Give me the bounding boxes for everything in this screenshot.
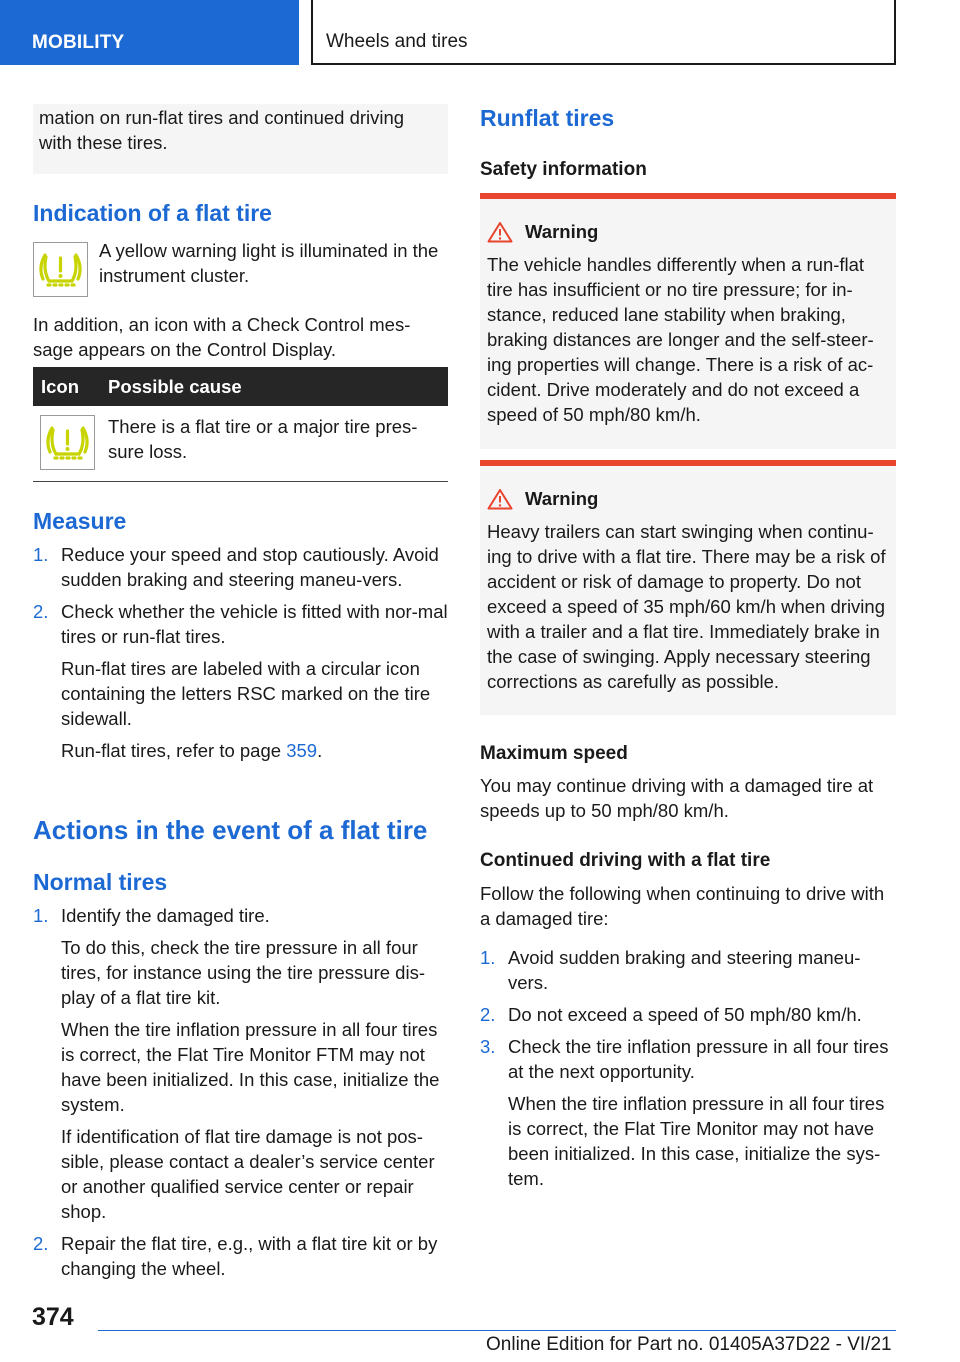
step-text: Check the tire inflation pressure in all four tires at the next opportunity. xyxy=(508,1036,889,1082)
step-number: 2. xyxy=(33,601,49,622)
warning-triangle-icon xyxy=(487,488,513,510)
page-number: 374 xyxy=(32,1303,74,1331)
normal-tire-steps xyxy=(33,903,448,1281)
safety-info-heading: Safety information xyxy=(480,159,647,180)
table-icon-box xyxy=(40,415,95,470)
table-col-icon: Icon xyxy=(41,376,80,397)
warning-box-1 xyxy=(480,193,896,449)
step-number: 1. xyxy=(33,905,49,926)
indication-heading: Indication of a flat tire xyxy=(33,200,272,226)
warning-text: Heavy trailers can start swinging when continu-ing to drive with a flat tire. There may be a risk of accident or risk of damage to property. Do not exceed a speed of 35 mph/60 km/h when driving with a trailer and a flat tire. Immediately brake in the case of swinging. Apply necessary steering corrections as carefully as possible. xyxy=(487,521,886,692)
indication-text: A yellow warning light is illuminated in the instrument cluster. xyxy=(99,240,439,286)
table-bottom-divider xyxy=(33,481,448,482)
step-text: Avoid sudden braking and steering maneu-vers. xyxy=(508,947,861,993)
list-item xyxy=(480,945,898,995)
tire-pressure-warning-icon xyxy=(34,243,87,296)
list-item xyxy=(33,542,448,592)
tire-warning-light-box xyxy=(33,242,88,297)
continued-driving-text: Follow the following when continuing to drive with a damaged tire: xyxy=(480,883,885,929)
warning-text: The vehicle handles differently when a run-flat tire has insufficient or no tire pressure; for in-stance, reduced lane stability when braking, braking distances are longer and the self-steer-ing properties will change. There is a risk of ac-cident. Drive moderately and do not exceed a speed of 50 mph/80 km/h. xyxy=(487,254,874,425)
cause-table-header xyxy=(33,367,448,406)
measure-heading: Measure xyxy=(33,508,127,534)
continued-driving-heading: Continued driving with a flat tire xyxy=(480,850,771,871)
intro-box xyxy=(33,104,448,174)
intro-text: mation on run-flat tires and continued driving with these tires. xyxy=(39,107,405,153)
table-cause-text: There is a flat tire or a major tire pres-sure loss. xyxy=(108,416,418,462)
list-item xyxy=(480,1034,898,1191)
page-reference: Run-flat tires, refer to page 359. xyxy=(61,740,323,761)
normal-tires-heading: Normal tires xyxy=(33,869,168,895)
warning-title: Warning xyxy=(487,486,888,511)
step-number: 2. xyxy=(480,1004,496,1025)
chapter-title: Wheels and tires xyxy=(311,0,896,65)
edition-info: Online Edition for Part no. 01405A37D22 - VI/21 xyxy=(486,1334,892,1355)
step-detail: To do this, check the tire pressure in all four tires, for instance using the tire pressure dis-play of a flat tire kit. xyxy=(61,937,425,1008)
step-detail: Run-flat tires are labeled with a circular icon containing the letters RSC marked on the tire sidewall. xyxy=(61,658,431,729)
section-tab[interactable]: MOBILITY xyxy=(0,0,299,65)
step-text: Identify the damaged tire. xyxy=(61,905,270,926)
list-item xyxy=(33,903,448,1224)
step-text: Check whether the vehicle is fitted with nor-mal tires or run-flat tires. xyxy=(61,601,448,647)
measure-steps xyxy=(33,542,448,763)
warning-title: Warning xyxy=(487,219,888,244)
step-number: 1. xyxy=(480,947,496,968)
step-detail: When the tire inflation pressure in all four tires is correct, the Flat Tire Monitor FTM may not have been initialized. In this case, initialize the system. xyxy=(61,1019,440,1115)
step-text: Reduce your speed and stop cautiously. Avoid sudden braking and steering maneu-vers. xyxy=(61,544,439,590)
continued-driving-steps xyxy=(480,945,898,1191)
step-number: 1. xyxy=(33,544,49,565)
actions-heading: Actions in the event of a flat tire xyxy=(33,815,428,845)
step-number: 3. xyxy=(480,1036,496,1057)
step-detail: If identification of flat tire damage is not pos-sible, please contact a dealer’s service center or another qualified service center or repair shop. xyxy=(61,1126,435,1222)
step-number: 2. xyxy=(33,1233,49,1254)
list-item xyxy=(480,1002,898,1027)
page-link[interactable]: 359 xyxy=(286,740,318,761)
max-speed-text: You may continue driving with a damaged tire at speeds up to 50 mph/80 km/h. xyxy=(480,775,874,821)
check-control-text: In addition, an icon with a Check Control mes-sage appears on the Control Display. xyxy=(33,314,411,360)
step-text: Repair the flat tire, e.g., with a flat tire kit or by changing the wheel. xyxy=(61,1233,438,1279)
tire-pressure-warning-icon xyxy=(41,416,94,469)
step-text: Do not exceed a speed of 50 mph/80 km/h. xyxy=(508,1004,862,1025)
max-speed-heading: Maximum speed xyxy=(480,743,628,764)
step-detail: When the tire inflation pressure in all four tires is correct, the Flat Tire Monitor may not have been initialized. In this case, initialize the sys-tem. xyxy=(508,1093,885,1189)
runflat-heading: Runflat tires xyxy=(480,105,615,131)
list-item xyxy=(33,599,448,763)
list-item xyxy=(33,1231,448,1281)
footer-divider xyxy=(98,1330,896,1331)
table-col-cause: Possible cause xyxy=(108,376,242,397)
warning-triangle-icon xyxy=(487,221,513,243)
warning-box-2 xyxy=(480,460,896,715)
